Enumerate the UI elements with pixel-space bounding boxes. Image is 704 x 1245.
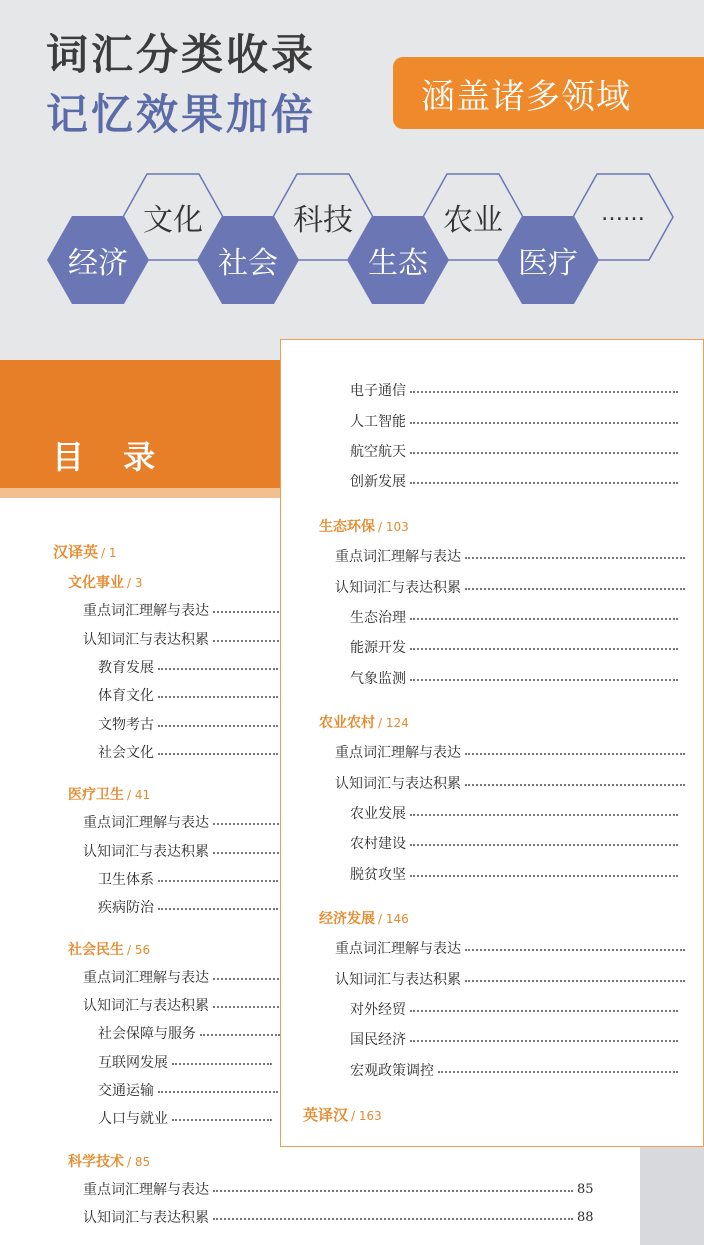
toc-entry[interactable]: 重点词汇理解与表达 (83, 812, 283, 832)
toc-subentry[interactable]: 航空航天 (350, 441, 678, 461)
toc-subentry[interactable]: 互联网发展 (98, 1052, 272, 1072)
toc-subentry[interactable]: 对外经贸 (350, 999, 678, 1019)
toc-subentry[interactable]: 疾病防治 (98, 897, 278, 917)
toc-entry[interactable]: 认知词汇与表达积累 (83, 629, 283, 649)
toc-subentry[interactable]: 农业发展 (350, 803, 678, 823)
toc-section-tech: 科学技术 / 85 (68, 1154, 151, 1170)
toc-subentry[interactable]: 能源开发 (350, 637, 678, 657)
hex-medical-label: 医疗 (518, 246, 578, 281)
toc-subentry[interactable]: 农村建设 (350, 833, 678, 853)
toc-subentry[interactable]: 交通运输 (98, 1080, 278, 1100)
toc-entry[interactable]: 认知词汇与表达积累 (83, 841, 283, 861)
toc-subentry[interactable]: 人工智能 (350, 411, 678, 431)
toc-title: 目 录 (52, 438, 170, 476)
toc-subentry[interactable]: 教育发展 (98, 657, 278, 677)
toc-part-en-cn: 英译汉 / 163 (303, 1106, 382, 1124)
toc-section-society: 社会民生 / 56 (68, 942, 151, 958)
hex-culture (122, 173, 224, 261)
toc-subentry[interactable]: 创新发展 (350, 471, 678, 491)
toc-subentry[interactable]: 气象监测 (350, 668, 678, 688)
toc-entry[interactable]: 重点词汇理解与表达 (83, 600, 283, 620)
hex-ecology-label: 生态 (368, 246, 428, 281)
toc-section-culture: 文化事业 / 3 (68, 575, 143, 591)
hex-more-label: …… (601, 200, 645, 226)
toc-entry[interactable]: 重点词汇理解与表达 (83, 967, 283, 987)
toc-subentry[interactable]: 人口与就业 (98, 1108, 272, 1128)
toc-entry[interactable]: 认知词汇与表达积累 (335, 577, 685, 597)
hex-technology-label: 科技 (293, 203, 353, 238)
toc-entry[interactable]: 重点词汇理解与表达 (335, 938, 685, 958)
toc-entry[interactable]: 认知词汇与表达积累 (83, 995, 283, 1015)
toc-entry[interactable]: 重点词汇理解与表达 85 (83, 1181, 594, 1198)
hex-agriculture (422, 173, 524, 261)
toc-section-agri: 农业农村 / 124 (319, 715, 409, 731)
headline-line-2: 记忆效果加倍 (46, 90, 317, 139)
toc-subentry[interactable]: 社会文化 (98, 742, 278, 762)
hex-technology (272, 173, 374, 261)
toc-subentry[interactable]: 国民经济 (350, 1029, 678, 1049)
page-edge (640, 1147, 704, 1245)
toc-section-econ: 经济发展 / 146 (319, 911, 409, 927)
headline-line-1: 词汇分类收录 (46, 30, 317, 79)
toc-subentry[interactable]: 卫生体系 (98, 869, 278, 889)
toc-subentry[interactable]: 电子通信 (350, 380, 678, 400)
toc-entry[interactable]: 重点词汇理解与表达 (335, 742, 685, 762)
toc-subentry[interactable]: 生态治理 (350, 607, 678, 627)
toc-subentry[interactable]: 社会保障与服务 (98, 1023, 280, 1043)
toc-entry[interactable]: 认知词汇与表达积累 (335, 969, 685, 989)
toc-entry[interactable]: 重点词汇理解与表达 (335, 546, 685, 566)
hex-economy-label: 经济 (68, 246, 128, 281)
toc-entry[interactable]: 认知词汇与表达积累 (335, 773, 685, 793)
toc-subentry[interactable]: 宏观政策调控 (350, 1060, 678, 1080)
toc-subentry[interactable]: 脱贫攻坚 (350, 864, 678, 884)
toc-entry[interactable]: 认知词汇与表达积累 88 (83, 1209, 594, 1226)
hex-society-label: 社会 (218, 246, 278, 281)
hex-culture-label: 文化 (143, 203, 203, 238)
toc-subentry[interactable]: 体育文化 (98, 685, 278, 705)
domains-banner: 涵盖诸多领域 (393, 57, 704, 129)
toc-part-cn-en: 汉译英 / 1 (53, 543, 117, 561)
hex-agriculture-label: 农业 (443, 203, 503, 238)
toc-section-ecology: 生态环保 / 103 (319, 519, 409, 535)
toc-subentry[interactable]: 文物考古 (98, 714, 278, 734)
toc-section-medical: 医疗卫生 / 41 (68, 787, 151, 803)
hex-more (572, 173, 674, 261)
